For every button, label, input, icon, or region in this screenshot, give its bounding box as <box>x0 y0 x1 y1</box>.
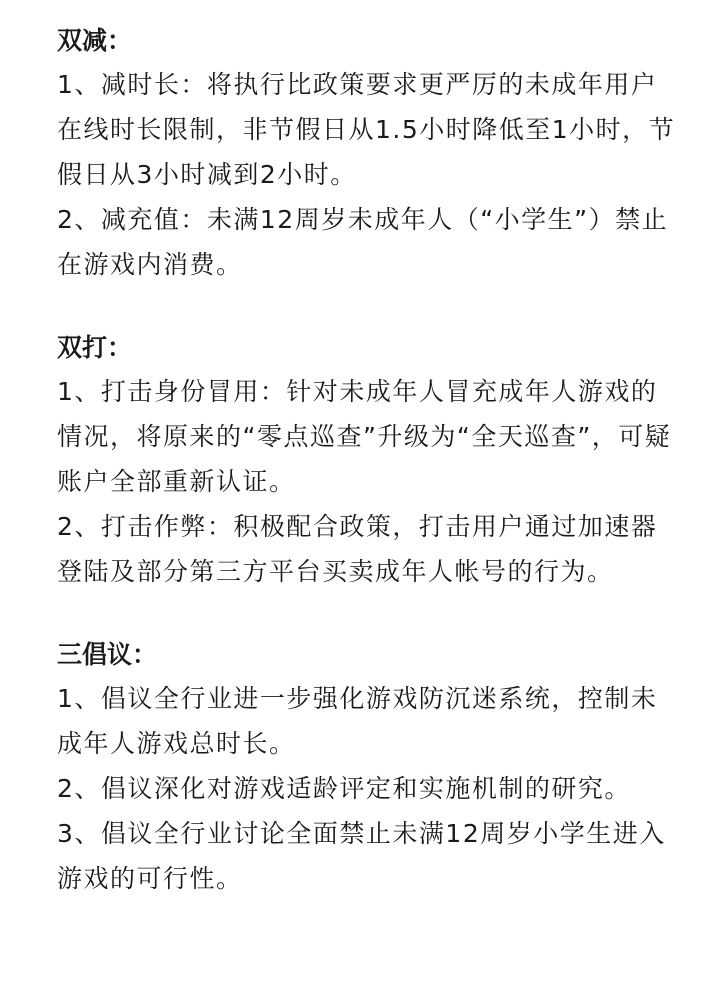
list-item: 2、打击作弊：积极配合政策，打击用户通过加速器登陆及部分第三方平台买卖成年人帐号的行为。 <box>57 512 658 586</box>
section-double-reduction <box>57 20 679 287</box>
list-item: 1、打击身份冒用：针对未成年人冒充成年人游戏的情况，将原来的“零点巡查”升级为“全天巡查”，可疑账户全部重新认证。 <box>57 377 672 496</box>
list-item: 2、减充值：未满12周岁未成年人（“小学生”）禁止在游戏内消费。 <box>57 205 669 279</box>
list-item: 2、倡议深化对游戏适龄评定和实施机制的研究。 <box>57 774 631 803</box>
list-item: 1、倡议全行业进一步强化游戏防沉迷系统，控制未成年人游戏总时长。 <box>57 684 658 758</box>
section-three-proposals <box>57 634 679 901</box>
section-heading: 三倡议： <box>57 640 158 669</box>
section-heading: 双打： <box>57 333 133 362</box>
list-item: 1、减时长：将执行比政策要求更严厉的未成年用户在线时长限制，非节假日从1.5小时降低至1小时，节假日从3小时减到2小时。 <box>57 70 676 189</box>
section-double-crackdown <box>57 327 679 594</box>
section-heading: 双减： <box>57 26 133 55</box>
list-item: 3、倡议全行业讨论全面禁止未满12周岁小学生进入游戏的可行性。 <box>57 819 666 893</box>
